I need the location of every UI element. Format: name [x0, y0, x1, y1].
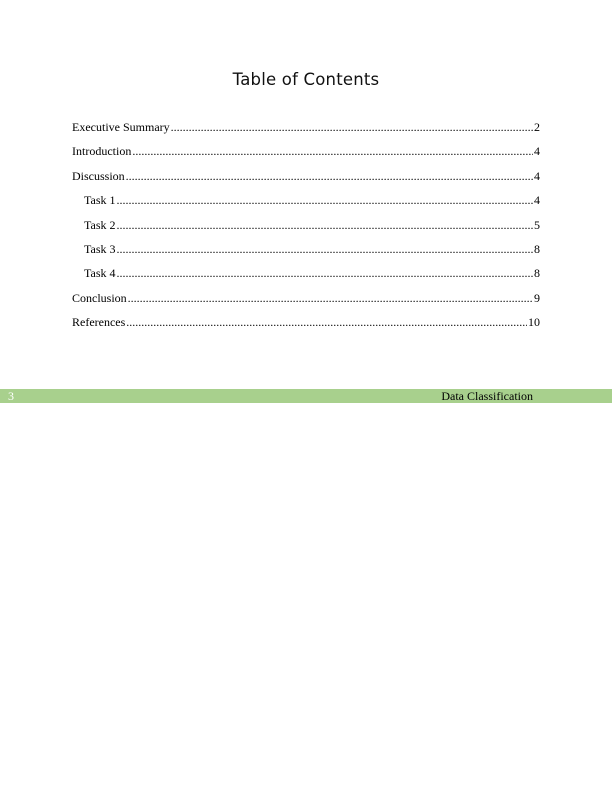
toc-entry-label: Discussion [72, 168, 125, 183]
toc-entry-task-1[interactable] [72, 193, 540, 217]
table-of-contents [72, 120, 540, 340]
toc-entry-executive-summary[interactable] [72, 120, 540, 144]
footer-bar [0, 389, 612, 403]
toc-dot-leader [128, 291, 533, 306]
toc-dot-leader [117, 193, 534, 208]
toc-entry-label: Introduction [72, 144, 132, 159]
toc-dot-leader [171, 120, 533, 135]
toc-entry-label: Task 1 [84, 193, 116, 208]
toc-entry-label: Conclusion [72, 290, 127, 305]
toc-dot-leader [126, 315, 527, 330]
toc-entry-page: 5 [534, 217, 540, 232]
toc-dot-leader [126, 169, 533, 184]
toc-entry-page: 8 [534, 241, 540, 256]
toc-entry-page: 8 [534, 266, 540, 281]
toc-entry-page: 4 [534, 193, 540, 208]
toc-entry-task-2[interactable] [72, 218, 540, 242]
toc-entry-task-3[interactable] [72, 242, 540, 266]
toc-dot-leader [117, 218, 534, 233]
toc-entry-page: 4 [534, 144, 540, 159]
toc-entry-label: Executive Summary [72, 120, 170, 134]
toc-entry-label: Task 3 [84, 241, 116, 256]
toc-dot-leader [132, 144, 533, 159]
toc-entry-conclusion[interactable] [72, 291, 540, 315]
toc-entry-page: 4 [534, 168, 540, 183]
toc-entry-introduction[interactable] [72, 144, 540, 168]
toc-dot-leader [117, 242, 534, 257]
toc-entry-references[interactable] [72, 315, 540, 339]
toc-heading: Table of Contents [232, 70, 380, 89]
footer-page-number: 3 [8, 389, 14, 403]
toc-entry-label: References [72, 315, 126, 330]
toc-entry-task-4[interactable] [72, 266, 540, 290]
footer-running-title: Data Classification [441, 389, 533, 403]
toc-dot-leader [117, 266, 534, 281]
toc-entry-page: 2 [534, 120, 540, 134]
toc-entry-page: 10 [528, 315, 540, 330]
toc-entry-label: Task 4 [84, 266, 116, 281]
toc-entry-label: Task 2 [84, 217, 116, 232]
toc-entry-page: 9 [534, 290, 540, 305]
toc-entry-discussion[interactable] [72, 169, 540, 193]
